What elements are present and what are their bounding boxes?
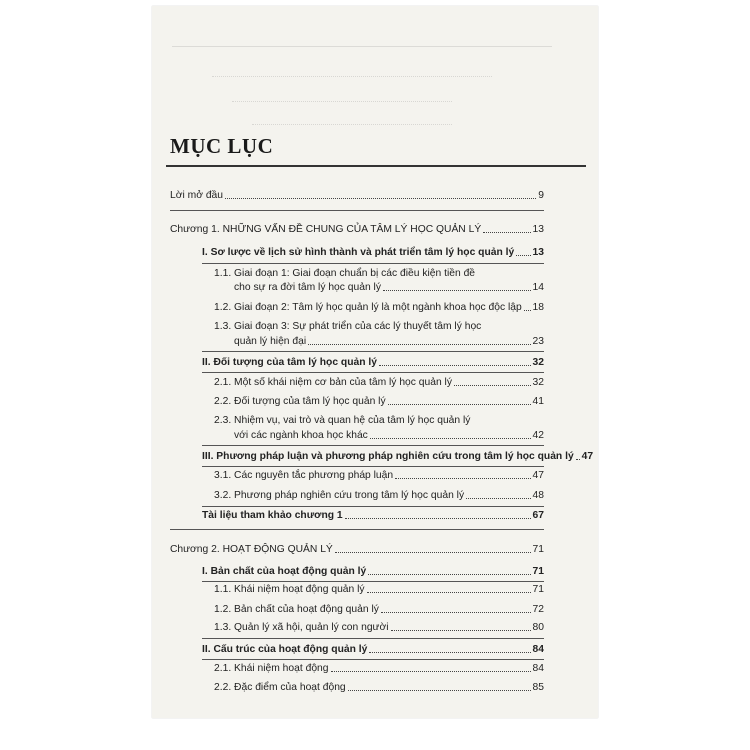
- separator: [202, 263, 544, 264]
- toc-page: 32: [532, 357, 544, 368]
- toc-label: 1.2. Bản chất của hoạt động quản lý: [214, 604, 379, 615]
- toc-label: Chương 1. NHỮNG VẤN ĐỀ CHUNG CỦA TÂM LÝ HỌC QUẢN LÝ: [170, 224, 482, 235]
- toc-ch1-1-2[interactable]: [214, 301, 544, 314]
- leader-dots: [381, 612, 531, 613]
- toc-label: II. Cấu trúc của hoạt động quản lý: [202, 644, 368, 655]
- toc-page: 23: [532, 336, 544, 347]
- toc-ch1-section-2[interactable]: [202, 356, 544, 369]
- toc-label: I. Bản chất của hoạt động quản lý: [202, 566, 367, 577]
- toc-label: 2.2. Đối tượng của tâm lý học quản lý: [214, 396, 386, 407]
- toc-ch1-1-3-line1: 1.3. Giai đoạn 3: Sự phát triển của các lý thuyết tâm lý học: [214, 321, 482, 332]
- leader-dots: [483, 232, 530, 233]
- toc-page: 13: [532, 247, 544, 258]
- toc-ch2-2-2[interactable]: [214, 681, 544, 694]
- toc-label: cho sự ra đời tâm lý học quản lý: [234, 282, 381, 293]
- leader-dots: [388, 404, 531, 405]
- toc-label: I. Sơ lược về lịch sử hình thành và phát triển tâm lý học quản lý: [202, 247, 515, 258]
- toc-ch1-1-1[interactable]: [234, 281, 544, 294]
- toc-ch1-1-1-line1: 1.1. Giai đoạn 1: Giai đoạn chuẩn bị các điều kiện tiền đề: [214, 268, 476, 279]
- toc-page: 48: [532, 490, 544, 501]
- separator: [202, 466, 544, 467]
- leader-dots: [395, 478, 530, 479]
- toc-label: III. Phương pháp luận và phương pháp nghiên cứu trong tâm lý học quản lý: [202, 451, 574, 462]
- toc-label: Tài liệu tham khảo chương 1: [202, 510, 343, 521]
- separator: [202, 351, 544, 352]
- toc-page: 80: [532, 622, 544, 633]
- toc-ch1-2-2[interactable]: [214, 395, 544, 408]
- toc-chapter-1[interactable]: [170, 223, 544, 236]
- separator: [202, 581, 544, 582]
- leader-dots: [516, 255, 530, 256]
- toc-ch2-1-2[interactable]: [214, 603, 544, 616]
- toc-page: 41: [532, 396, 544, 407]
- toc-ch2-2-1[interactable]: [214, 662, 544, 675]
- toc-ch1-3-1[interactable]: [214, 469, 544, 482]
- toc-chapter-2[interactable]: [170, 543, 544, 556]
- toc-ch2-section-1[interactable]: [202, 565, 544, 578]
- toc-page: 71: [532, 544, 544, 555]
- separator: [202, 659, 544, 660]
- toc-page: 72: [532, 604, 544, 615]
- toc-entry-intro[interactable]: [170, 189, 544, 202]
- toc-ch1-section-3[interactable]: [202, 450, 594, 463]
- toc-label: 2.2. Đặc điểm của hoạt động: [214, 682, 346, 693]
- toc-label: 1.3. Quản lý xã hội, quản lý con người: [214, 622, 389, 633]
- toc-ch1-1-3[interactable]: [234, 335, 544, 348]
- page-title: MỤC LỤC: [170, 134, 274, 158]
- leader-dots: [331, 671, 531, 672]
- leader-dots: [391, 630, 531, 631]
- leader-dots: [524, 310, 531, 311]
- toc-page: 14: [532, 282, 544, 293]
- toc-page: 71: [532, 566, 544, 577]
- toc-label: với các ngành khoa học khác: [234, 430, 368, 441]
- toc-page: 85: [532, 682, 544, 693]
- toc-ch1-2-3-line1: 2.3. Nhiệm vụ, vai trò và quan hệ của tâm lý học quản lý: [214, 415, 471, 426]
- toc-page: 9: [538, 190, 544, 201]
- toc-ch1-3-2[interactable]: [214, 489, 544, 502]
- toc-page: 13: [532, 224, 544, 235]
- leader-dots: [308, 344, 530, 345]
- toc-page: 47: [581, 451, 594, 462]
- toc-label: quản lý hiện đại: [234, 336, 307, 347]
- toc-page: 42: [532, 430, 544, 441]
- toc-page: 32: [532, 377, 544, 388]
- leader-dots: [345, 518, 531, 519]
- toc-page: 18: [532, 302, 544, 313]
- toc-label: 2.1. Khái niệm hoạt động: [214, 663, 329, 674]
- toc-ch2-section-2[interactable]: [202, 643, 544, 656]
- toc-label: II. Đối tượng của tâm lý học quản lý: [202, 357, 377, 368]
- title-rule: [166, 165, 586, 167]
- toc-ch1-section-1[interactable]: [202, 246, 544, 259]
- leader-dots: [369, 652, 530, 653]
- separator: [202, 638, 544, 639]
- leader-dots: [370, 438, 531, 439]
- separator: [170, 210, 544, 211]
- toc-page: 47: [532, 470, 544, 481]
- leader-dots: [383, 290, 531, 291]
- separator: [202, 372, 544, 373]
- toc-ch1-2-3[interactable]: [234, 429, 544, 442]
- toc-ch1-references[interactable]: [202, 509, 544, 522]
- leader-dots: [454, 385, 531, 386]
- toc-label: 3.1. Các nguyên tắc phương pháp luận: [214, 470, 394, 481]
- leader-dots: [225, 198, 536, 199]
- leader-dots: [379, 365, 531, 366]
- book-page: [152, 6, 598, 718]
- leader-dots: [368, 574, 530, 575]
- separator: [202, 506, 544, 507]
- toc-ch2-1-3[interactable]: [214, 621, 544, 634]
- toc-label: Chương 2. HOẠT ĐỘNG QUẢN LÝ: [170, 544, 333, 555]
- leader-dots: [335, 552, 531, 553]
- toc-ch1-2-1[interactable]: [214, 376, 544, 389]
- toc-page: 84: [532, 644, 544, 655]
- separator: [202, 445, 544, 446]
- leader-dots: [576, 459, 580, 460]
- toc-page: 67: [532, 510, 544, 521]
- toc-label: 1.1. Khái niệm hoạt động quản lý: [214, 584, 365, 595]
- toc-page: 71: [532, 584, 544, 595]
- toc-page: 84: [532, 663, 544, 674]
- separator: [170, 529, 544, 530]
- toc-label: Lời mở đầu: [170, 190, 223, 201]
- toc-ch2-1-1[interactable]: [214, 583, 544, 596]
- toc-label: 2.1. Một số khái niệm cơ bản của tâm lý học quản lý: [214, 377, 452, 388]
- leader-dots: [348, 690, 531, 691]
- leader-dots: [466, 498, 530, 499]
- leader-dots: [367, 592, 531, 593]
- toc-label: 3.2. Phương pháp nghiên cứu trong tâm lý học quản lý: [214, 490, 465, 501]
- toc-label: 1.2. Giai đoạn 2: Tâm lý học quản lý là một ngành khoa học độc lập: [214, 302, 522, 313]
